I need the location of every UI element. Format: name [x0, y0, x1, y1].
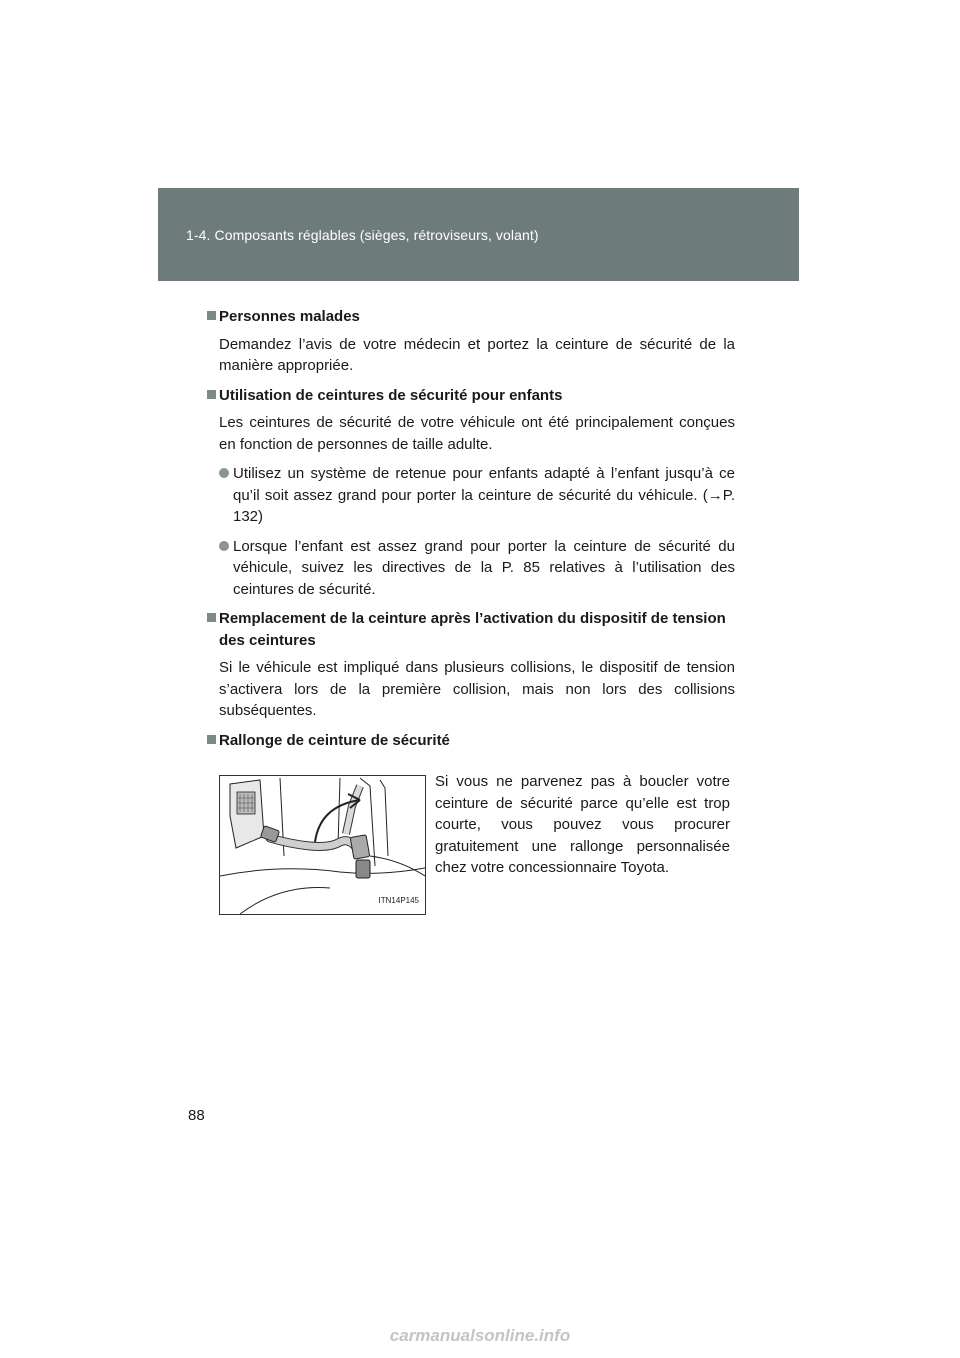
seatbelt-extender-illustration — [219, 775, 426, 915]
bullet-text: Utilisez un système de retenue pour enfants adapté à l’enfant jusqu’à ce qu’il soit assez grand pour porter la ceinture de sécurité du véhicule. (→P. 132) — [233, 465, 735, 525]
square-bullet-icon — [207, 390, 216, 399]
section-title-personnes-malades: Personnes malades — [207, 306, 735, 328]
paragraph: Les ceintures de sécurité de votre véhicule ont été principalement conçues en fonction de personnes de taille adulte. — [219, 414, 735, 453]
square-bullet-icon — [207, 613, 216, 622]
section-title-remplacement-ceinture: Remplacement de la ceinture après l’activation du dispositif de tension des ceintures — [207, 608, 735, 651]
figure-row — [219, 757, 735, 907]
circle-bullet-icon — [219, 468, 229, 478]
square-bullet-icon — [207, 735, 216, 744]
page-number: 88 — [188, 1107, 205, 1124]
figure-code: ITN14P145 — [378, 895, 419, 905]
figure-caption: Si vous ne parvenez pas à boucler votre ceinture de sécurité parce qu’elle est trop courte, vous pouvez vous procurer gratuitement une rallonge personnalisée chez votre concessionnaire Toyota. — [435, 773, 730, 876]
bullet-text: Lorsque l’enfant est assez grand pour porter la ceinture de sécurité du véhicule, suivez les directives de la P. 85 relatives à l’utilisation des ceintures de sécurité. — [233, 537, 735, 598]
bullet-item — [219, 536, 735, 601]
watermark: carmanualsonline.info — [389, 1326, 571, 1345]
section-title-ceintures-enfants: Utilisation de ceintures de sécurité pour enfants — [207, 385, 735, 407]
paragraph: Si le véhicule est impliqué dans plusieurs collisions, le dispositif de tension s’activera lors de la première collision, mais non lors des collisions subséquentes. — [219, 659, 735, 719]
section-title-rallonge-ceinture: Rallonge de ceinture de sécurité — [207, 730, 735, 752]
paragraph: Demandez l’avis de votre médecin et portez la ceinture de sécurité de la manière appropriée. — [219, 335, 735, 374]
square-bullet-icon — [207, 311, 216, 320]
chapter-header — [158, 188, 799, 281]
chapter-title: 1-4. Composants réglables (sièges, rétroviseurs, volant) — [186, 227, 539, 243]
page-content — [207, 306, 735, 907]
circle-bullet-icon — [219, 541, 229, 551]
bullet-item — [219, 463, 735, 528]
